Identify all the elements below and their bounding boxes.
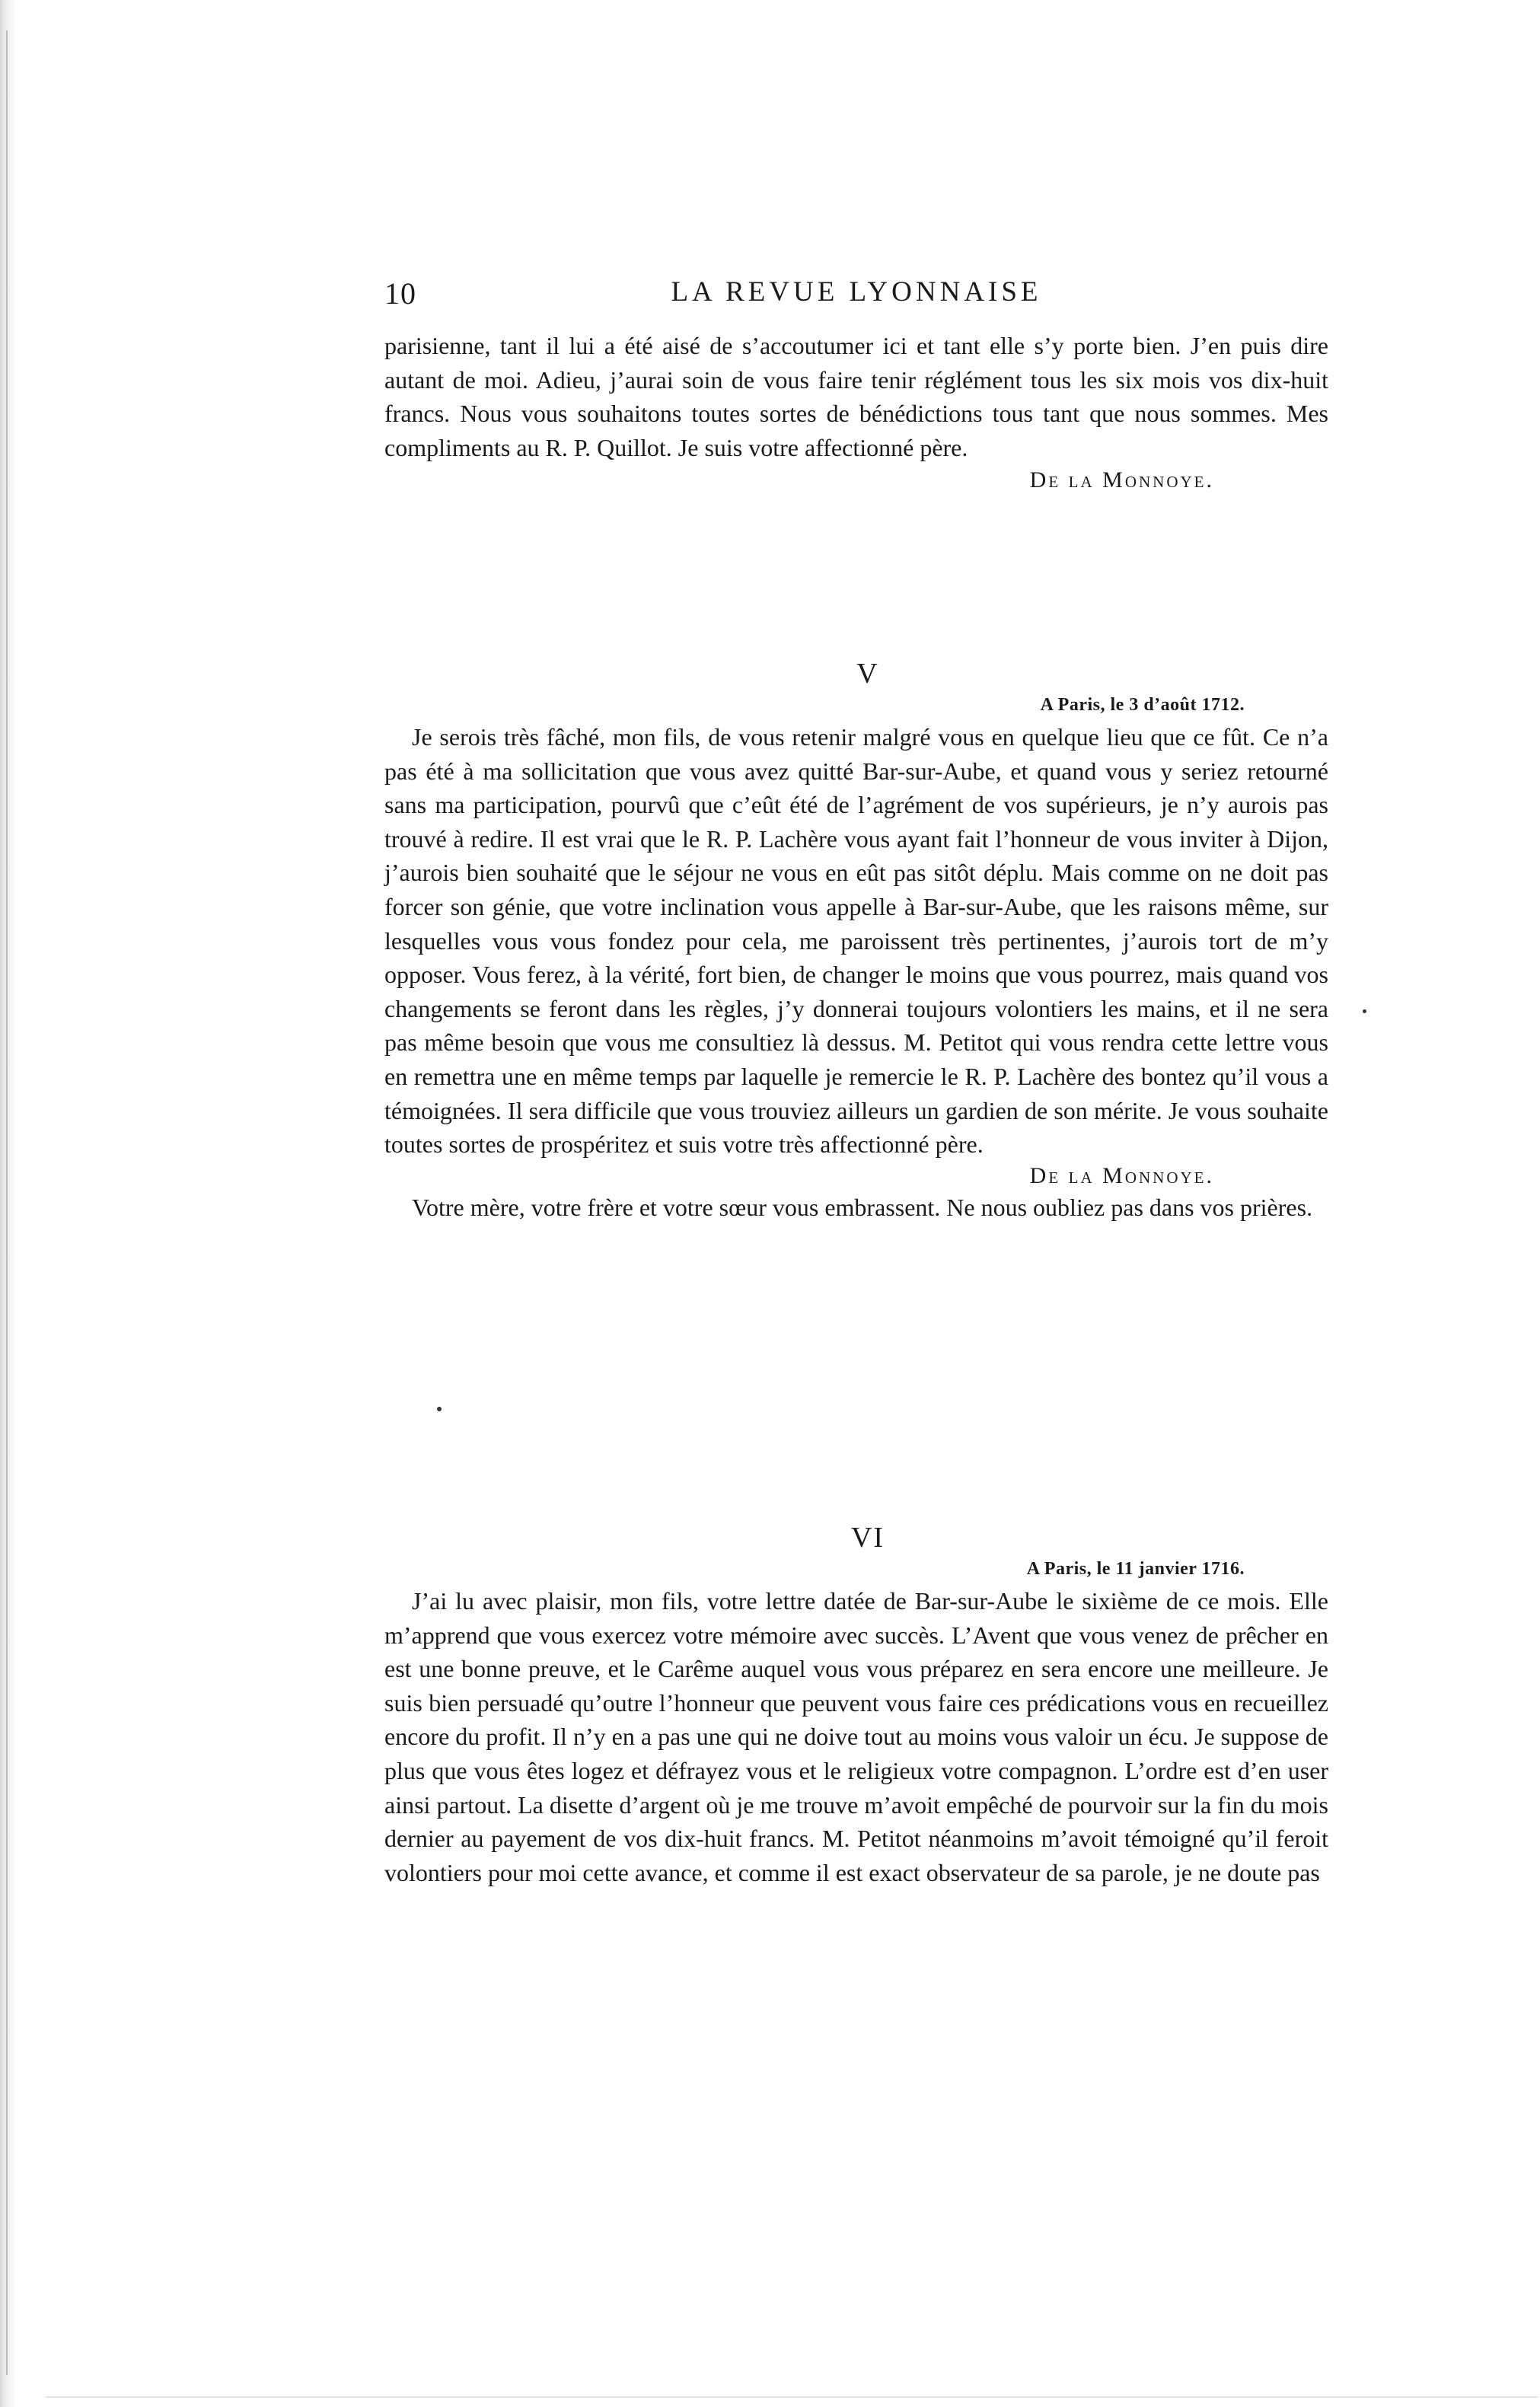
letter-v bbox=[384, 657, 1328, 1224]
letter-numeral: VI bbox=[850, 1522, 885, 1554]
letter-dateline: A Paris, le 11 janvier 1716. bbox=[1026, 1559, 1245, 1579]
letter-dateline: A Paris, le 3 d’août 1712. bbox=[1040, 695, 1245, 715]
ink-speck bbox=[1363, 1009, 1366, 1013]
body-paragraph: Je serois très fâché, mon fils, de vous retenir malgré vous en quelque lieu que ce fût. Ce n’a pas été à ma sollicitation que vous avez quitté Bar-sur-Aube, et quand vous y seriez retourné sans ma participation, pourvû que c’eût été de l’agrément de vos supérieurs, je n’y aurois pas trouvé à redire. Il est vrai que le R. P. Lachère vous ayant fait l’honneur de vous inviter à Dijon, j’aurois bien souhaité que le séjour ne vous en eût pas sitôt déplu. Mais comme on ne doit pas forcer son génie, que votre inclination vous appelle à Bar-sur-Aube, que les raisons même, sur lesquelles vous vous fondez pour cela, me paroissent très pertinentes, j’aurois tort de m’y opposer. Vous ferez, à la vérité, fort bien, de changer le moins que vous pourrez, mais quand vos changements se feront dans les règles, j’y donnerai toujours volontiers les mains, et il ne sera pas même besoin que vous me consultiez là dessus. M. Petitot qui vous rendra cette lettre vous en remettra une en même temps par laquelle je remercie le R. P. Lachère des bontez qu’il vous a témoignées. Il sera difficile que vous trouviez ailleurs un gardien de son mérite. Je vous souhaite toutes sortes de prospéritez et suis votre très affectionné père. bbox=[384, 723, 1328, 1159]
body-paragraph: parisienne, tant il lui a été aisé de s’accoutumer ici et tant elle s’y porte bien. J’en puis dire autant de moi. Adieu, j’aurai soin de vous faire tenir réglément tous les six mois vos dix-huit francs. Nous vous souhaitons toutes sortes de bénédictions tous tant que nous sommes. Mes compliments au R. P. Quillot. Je suis votre affectionné père. bbox=[384, 332, 1328, 461]
scan-bottom-line bbox=[46, 2396, 1538, 2398]
page-number: 10 bbox=[384, 276, 416, 311]
scan-shadow-edge bbox=[0, 0, 17, 2407]
signature: De la Monnoye. bbox=[1029, 1162, 1214, 1188]
signature: De la Monnoye. bbox=[1029, 467, 1214, 493]
journal-title: LA REVUE LYONNAISE bbox=[671, 276, 1042, 308]
postscript: Votre mère, votre frère et votre sœur vous embrassent. Ne nous oubliez pas dans vos prières. bbox=[412, 1193, 1313, 1221]
running-header bbox=[384, 276, 1328, 314]
letter-iv-continuation bbox=[384, 329, 1328, 493]
letter-numeral: V bbox=[856, 658, 879, 690]
letter-vi bbox=[384, 1521, 1328, 1889]
ink-speck bbox=[437, 1407, 442, 1411]
body-paragraph: J’ai lu avec plaisir, mon fils, votre lettre datée de Bar-sur-Aube le sixième de ce mois. Elle m’apprend que vous exercez votre mémoire avec succès. L’Avent que vous venez de prêcher en est une bonne preuve, et le Carême auquel vous vous préparez en sera encore une meilleure. Je suis bien persuadé qu’outre l’honneur que peuvent vous faire ces prédications vous en recueillez encore du profit. Il n’y en a pas une qui ne doive tout au moins vous valoir un écu. Je suppose de plus que vous êtes logez et défrayez vous et le religieux votre compagnon. L’ordre est d’en user ainsi partout. La disette d’argent où je me trouve m’avoit empêché de pourvoir sur la fin du mois dernier au payement de vos dix-huit francs. M. Petitot néanmoins m’avoit témoigné qu’il feroit volontiers pour moi cette avance, et comme il est exact observateur de sa parole, je ne doute pas bbox=[384, 1587, 1328, 1886]
scan-binding-line bbox=[6, 30, 8, 2375]
